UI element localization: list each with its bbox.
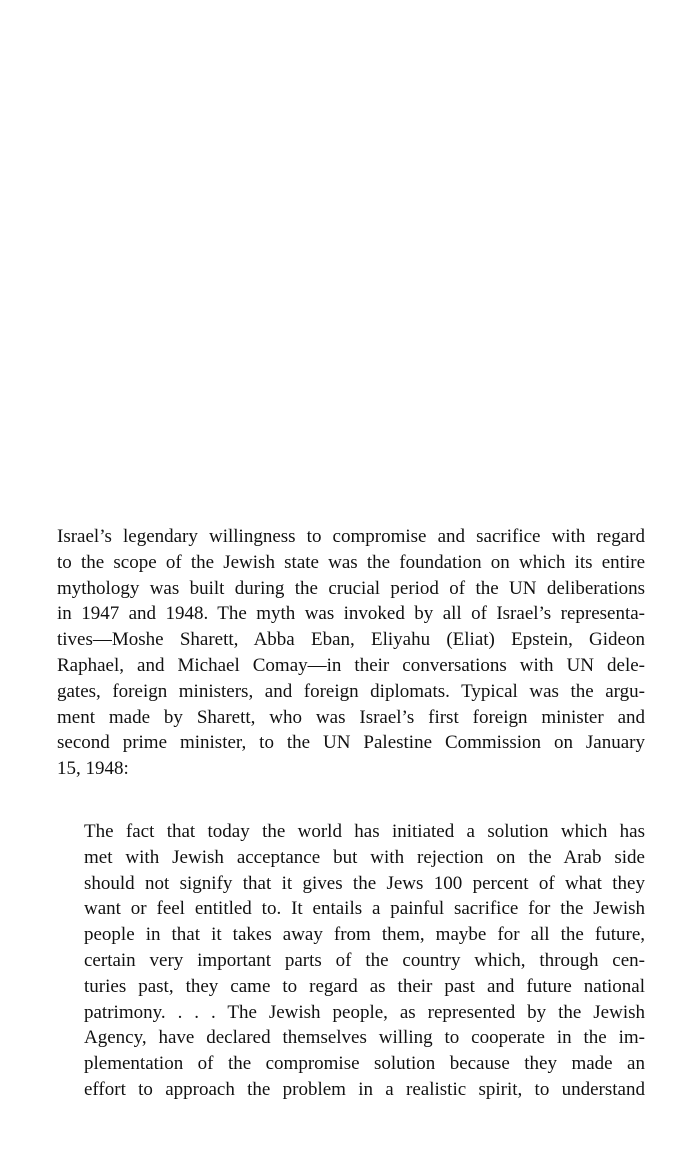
text-line: gates, foreign ministers, and foreign diplomats. Typical was the argu- — [57, 680, 645, 702]
quote-line: effort to approach the problem in a realistic spirit, to understand — [84, 1078, 645, 1100]
text-line: ment made by Sharett, who was Israel’s first foreign minister and — [57, 706, 645, 728]
quote-line: The fact that today the world has initiated a solution which has — [84, 821, 645, 842]
text-line: Raphael, and Michael Comay—in their conversations with UN dele- — [57, 654, 645, 676]
quote-line: should not signify that it gives the Jews 100 percent of what they — [84, 872, 645, 894]
block-quote — [84, 819, 645, 1103]
text-line: mythology was built during the crucial period of the UN deliberations — [57, 577, 645, 599]
quote-line: turies past, they came to regard as their past and future national — [84, 975, 645, 997]
quote-line: certain very important parts of the country which, through cen- — [84, 949, 645, 971]
text-line: to the scope of the Jewish state was the foundation on which its entire — [57, 551, 645, 573]
quote-line: met with Jewish acceptance but with rejection on the Arab side — [84, 846, 645, 868]
quote-line: plementation of the compromise solution because they made an — [84, 1053, 645, 1075]
quote-line: people in that it takes away from them, maybe for all the future, — [84, 924, 645, 946]
text-line: second prime minister, to the UN Palestine Commission on January — [57, 732, 645, 754]
body-paragraph — [57, 524, 645, 782]
quote-line: patrimony. . . . The Jewish people, as represented by the Jewish — [84, 1001, 645, 1023]
text-line: tives—Moshe Sharett, Abba Eban, Eliyahu (Eliat) Epstein, Gideon — [57, 629, 645, 651]
quote-line: Agency, have declared themselves willing to cooperate in the im- — [84, 1027, 645, 1049]
quote-line: want or feel entitled to. It entails a painful sacrifice for the Jewish — [84, 898, 645, 920]
text-line: in 1947 and 1948. The myth was invoked by all of Israel’s representa- — [57, 603, 645, 625]
text-line: Israel’s legendary willingness to compromise and sacrifice with regard — [57, 526, 645, 547]
text-line: 15, 1948: — [57, 758, 129, 780]
